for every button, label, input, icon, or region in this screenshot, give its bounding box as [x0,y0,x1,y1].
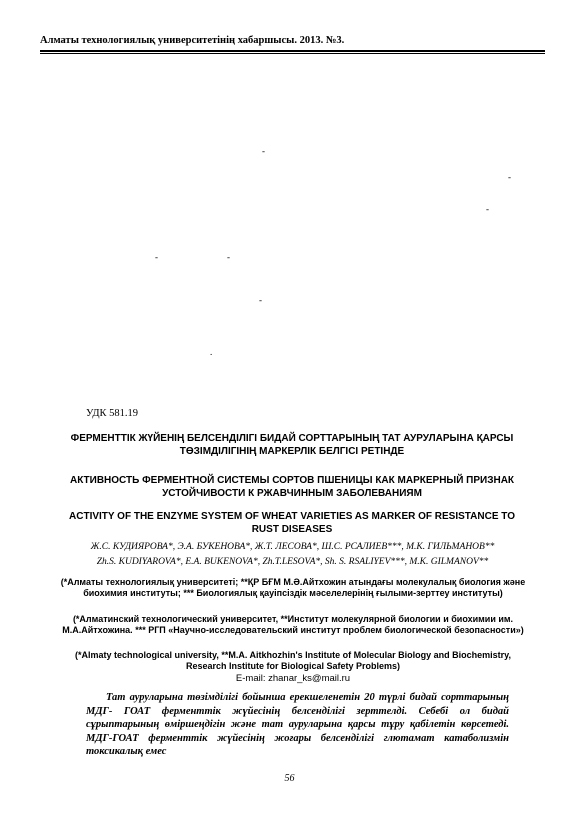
stray-mark: - [259,295,262,305]
stray-mark: - [508,172,511,182]
stray-mark: . [210,347,213,357]
affiliation-russian: (*Алматинский технологический университет, **Институт молекулярной биологии и биохимии им. М.А.Айтхожина. *** РГП «Научно-исследовательский институт проблем биологической безопасности») [62,614,524,635]
affiliation-english: (*Almaty technological university, **M.A. Aitkhozhin's Institute of Molecular Biology and Biochemistry, Research Institute for Biological Safety Problems) [74,650,512,671]
authors-latin: Zh.S. KUDIYAROVA*, E.A. BUKENOVA*, Zh.T.LESOVA*, Sh. S. RSALIYEV***, M.K. GILMANOV** [96,557,489,567]
title-english: ACTIVITY OF THE ENZYME SYSTEM OF WHEAT VARIETIES AS MARKER OF RESISTANCE TO RUST DISEASES [69,511,515,535]
title-russian: АКТИВНОСТЬ ФЕРМЕНТНОЙ СИСТЕМЫ СОРТОВ ПШЕНИЦЫ КАК МАРКЕРНЫЙ ПРИЗНАК УСТОЙЧИВОСТИ К РЖАВЧИННЫМ ЗАБОЛЕВАНИЯМ [69,475,515,499]
abstract-paragraph: Тат ауруларына төзімділігі бойынша ерекшеленетін 20 түрлі бидай сорттарының МДГ- ГОАТ ферменттік жүйесінің белсенділігі зерттелді. Себебі ол бидай сұрыптарының өміршеңдігін және тат ауруларына қарсы тұру қабілетін көрсетеді. МДГ-ГОАТ ферменттік жүйесінің жоғары белсенділігі глютамат катаболизмін токсикалық емес [86,692,509,757]
page-number: 56 [284,773,295,784]
contact-email: E-mail: zhanar_ks@mail.ru [235,673,351,684]
stray-mark: - [486,204,489,214]
journal-header: Алматы технологиялық университетінің хабаршысы. 2013. №3. [40,35,345,46]
stray-mark: - [262,146,265,156]
udk-code: УДК 581.19 [86,408,139,419]
affiliation-kazakh: (*Алматы технологиялық университеті; **ҚР БҒМ М.Ә.Айтхожин атындағы молекулалық биология және биохимия институты; *** Биологиялық қауіпсіздік мәселелерінің ғылыми-зерттеу институты) [60,577,526,598]
stray-mark: - [227,252,230,262]
authors-cyrillic: Ж.С. КУДИЯРОВА*, Э.А. БУКЕНОВА*, Ж.Т. ЛЕСОВА*, Ш.С. РСАЛИЕВ***, М.К. ГИЛЬМАНОВ** [90,542,495,552]
title-kazakh: ФЕРМЕНТТІК ЖҮЙЕНІҢ БЕЛСЕНДІЛІГІ БИДАЙ СОРТТАРЫНЫҢ ТАТ АУРУЛАРЫНА ҚАРСЫ ТӨЗІМДІЛІГІНІҢ МАРКЕРЛІК БЕЛГІСІ РЕТІНДЕ [70,433,514,457]
stray-mark: - [155,252,158,262]
header-rule [40,50,545,54]
